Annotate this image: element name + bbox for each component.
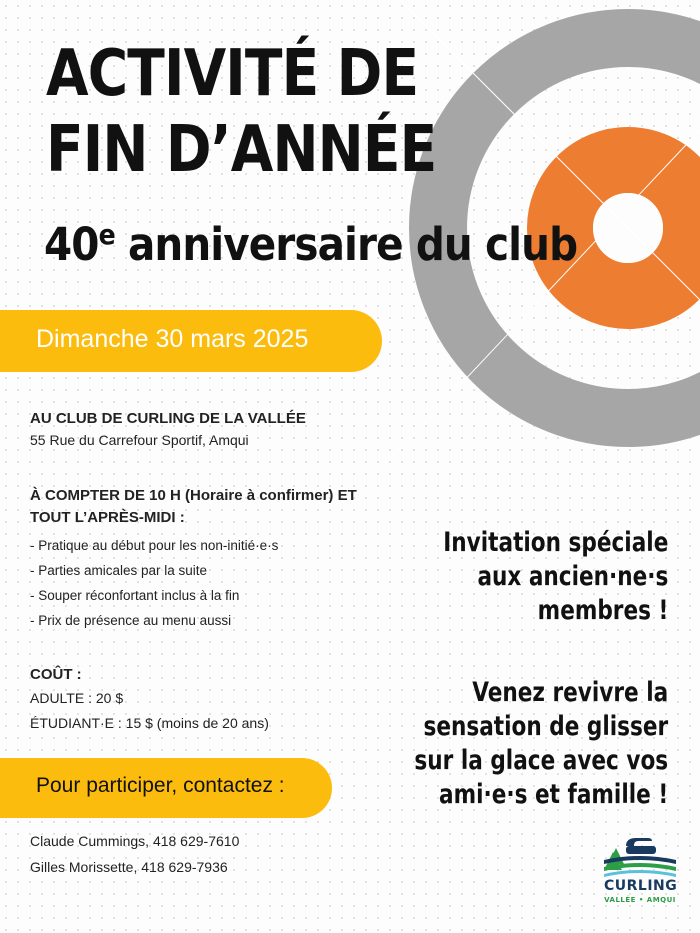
relive-line: Venez revivre la (472, 677, 668, 708)
schedule-item: - Souper réconfortant inclus à la fin (30, 588, 240, 603)
contact-banner-text: Pour participer, contactez : (36, 774, 285, 797)
schedule-item: - Parties amicales par la suite (30, 563, 208, 578)
contact-person: Claude Cummings, 418 629-7610 (30, 833, 240, 849)
anniversary-number: 40 (44, 218, 99, 271)
date-banner-text: Dimanche 30 mars 2025 (36, 325, 309, 353)
venue-address: 55 Rue du Carrefour Sportif, Amqui (30, 432, 249, 448)
club-logo (604, 830, 676, 910)
invite-line: Invitation spéciale (442, 527, 668, 558)
contact-person: Gilles Morissette, 418 629-7936 (30, 859, 228, 875)
title-line-1: ACTIVITÉ DE (46, 37, 419, 111)
event-title (46, 36, 436, 188)
schedule-block (30, 485, 360, 633)
special-invitation (443, 526, 668, 628)
curling-stone-icon (604, 830, 676, 878)
relive-line: sur la glace avec vos (414, 745, 668, 776)
contacts-block (30, 828, 239, 880)
invite-line: membres ! (537, 595, 668, 626)
cost-adult: ADULTE : 20 $ (30, 690, 124, 706)
title-line-2: FIN D’ANNÉE (46, 113, 437, 187)
venue-block (30, 408, 306, 451)
schedule-item: - Prix de présence au menu aussi (30, 613, 232, 628)
schedule-list (30, 533, 360, 633)
cost-heading: COÛT : (30, 666, 82, 683)
logo-subtitle: VALLÉE • AMQUI (604, 896, 676, 904)
anniversary-subtitle (44, 218, 577, 271)
schedule-heading: À COMPTER DE 10 H (Horaire à confirmer) ET TOUT L’APRÈS-MIDI : (30, 487, 357, 526)
relive-message (414, 676, 668, 812)
cost-student: ÉTUDIANT·E : 15 $ (moins de 20 ans) (30, 715, 269, 731)
anniversary-ordinal-suffix: e (98, 218, 115, 251)
contact-banner (0, 758, 332, 818)
relive-line: sensation de glisser (423, 711, 668, 742)
logo-wordmark: CURLING (604, 878, 678, 894)
date-banner (0, 310, 382, 372)
anniversary-text: anniversaire du club (114, 218, 578, 271)
relive-line: ami·e·s et famille ! (438, 779, 668, 810)
cost-block (30, 664, 269, 736)
venue-name: AU CLUB DE CURLING DE LA VALLÉE (30, 410, 306, 427)
schedule-item: - Pratique au début pour les non-initié·e·s (30, 538, 279, 553)
invite-line: aux ancien·ne·s (477, 561, 668, 592)
